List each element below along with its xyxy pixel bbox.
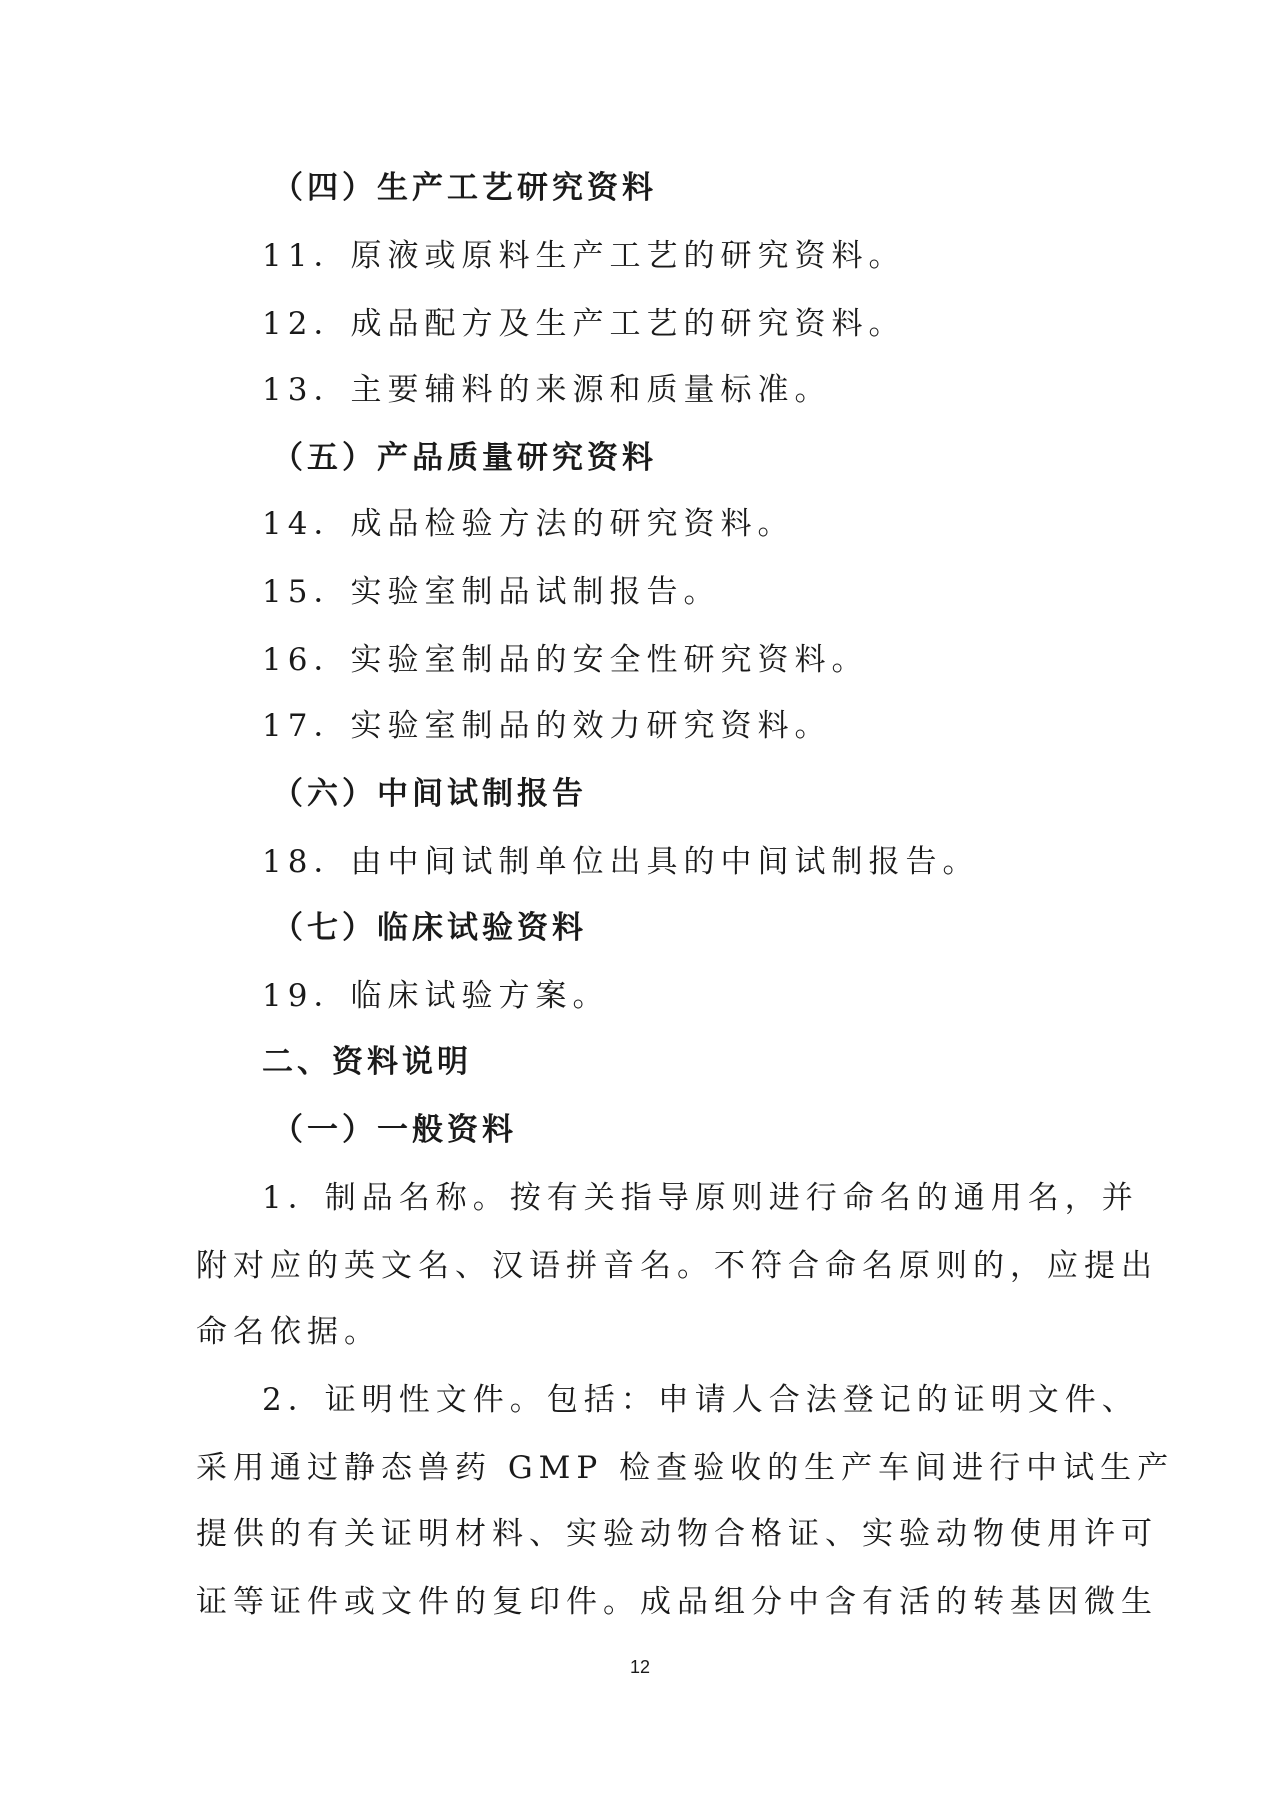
section-heading-5: （五）产品质量研究资料 [272,440,657,476]
paragraph-line: 2．证明性文件。包括：申请人合法登记的证明文件、 [262,1382,1139,1418]
section-heading-7: （七）临床试验资料 [272,910,587,946]
chapter-heading-2: 二、资料说明 [262,1044,472,1080]
list-item-14: 14．成品检验方法的研究资料。 [262,506,795,542]
list-item-17: 17．实验室制品的效力研究资料。 [262,708,832,744]
list-item-16: 16．实验室制品的安全性研究资料。 [262,642,869,678]
list-item-18: 18．由中间试制单位出具的中间试制报告。 [262,844,980,880]
paragraph-line: 提供的有关证明材料、实验动物合格证、实验动物使用许可 [196,1516,1158,1552]
paragraph-line: 采用通过静态兽药 GMP 检查验收的生产车间进行中试生产 [196,1450,1175,1486]
list-item-11: 11．原液或原料生产工艺的研究资料。 [262,238,906,274]
section-heading-4: （四）生产工艺研究资料 [272,170,657,206]
section-heading-6: （六）中间试制报告 [272,776,587,812]
list-item-15: 15．实验室制品试制报告。 [262,574,721,610]
list-item-19: 19．临床试验方案。 [262,978,610,1014]
list-item-13: 13．主要辅料的来源和质量标准。 [262,372,832,408]
paragraph-line: 附对应的英文名、汉语拼音名。不符合命名原则的，应提出 [196,1248,1158,1284]
paragraph-line: 命名依据。 [196,1314,381,1350]
section-heading-1: （一）一般资料 [272,1112,517,1148]
page-number: 12 [629,1657,651,1677]
paragraph-line: 证等证件或文件的复印件。成品组分中含有活的转基因微生 [196,1584,1158,1620]
list-item-12: 12．成品配方及生产工艺的研究资料。 [262,306,906,342]
paragraph-line: 1．制品名称。按有关指导原则进行命名的通用名，并 [262,1180,1139,1216]
